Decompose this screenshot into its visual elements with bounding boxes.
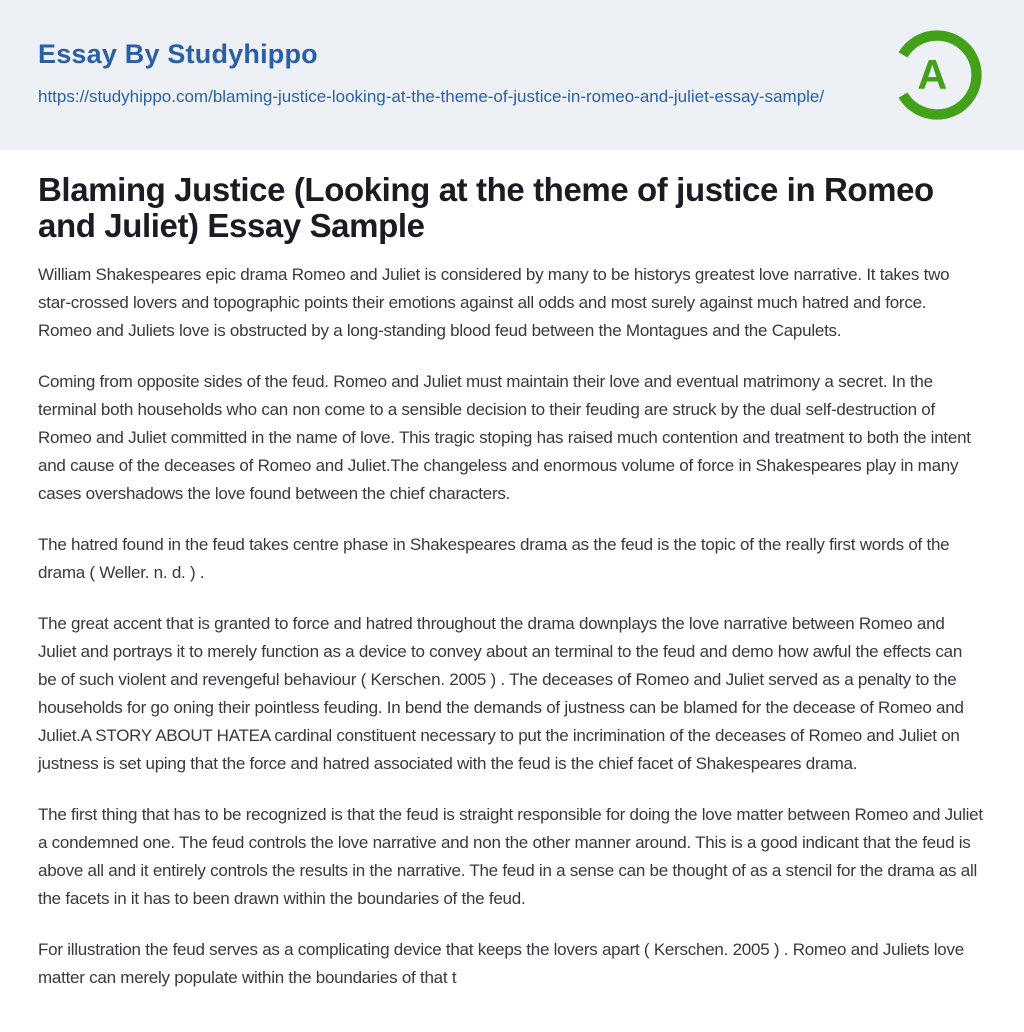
essay-paragraph: William Shakespeares epic drama Romeo and Juliet is considered by many to be historys greatest love narrative. It takes two star-crossed lovers and topographic points their emotions against all odds and most surely against much hatred and force. Romeo and Juliets love is obstructed by a long-standing blood feud between the Montagues and the Capulets. bbox=[38, 264, 950, 340]
studyhippo-logo-icon bbox=[890, 28, 984, 122]
logo-letter: A bbox=[917, 52, 948, 99]
essay-paragraph: The first thing that has to be recognized is that the feud is straight responsible for doing the love matter between Romeo and Juliet a condemned one. The feud controls the love narrative and non the other manner around. This is a good indicant that the feud is above all and it entirely controls the results in the narrative. The feud in a sense can be thought of as a stencil for the drama as all the facets in it has to been drawn within the boundaries of the feud. bbox=[38, 804, 983, 908]
page-header bbox=[0, 0, 1024, 150]
source-url-link[interactable]: https://studyhippo.com/blaming-justice-looking-at-the-theme-of-justice-in-romeo-and-juliet-essay-sample/ bbox=[38, 86, 825, 106]
essay-paragraph: For illustration the feud serves as a complicating device that keeps the lovers apart ( Kerschen. 2005 ) . Romeo and Juliets love matter can merely populate within the boundaries of that t bbox=[38, 939, 964, 987]
essay-title: Blaming Justice (Looking at the theme of justice in Romeo and Juliet) Essay Sample bbox=[38, 171, 934, 245]
essay-paragraph: The hatred found in the feud takes centre phase in Shakespeares drama as the feud is the topic of the really first words of the drama ( Weller. n. d. ) . bbox=[38, 534, 950, 582]
essay-paragraph: The great accent that is granted to force and hatred throughout the drama downplays the love narrative between Romeo and Juliet and portrays it to merely function as a device to convey about an terminal to the feud and demo how awful the effects can be of such violent and revengeful behaviour ( Kerschen. 2005 ) . The deceases of Romeo and Juliet served as a penalty to the households for go oning their pointless feuding. In bend the demands of justness can be blamed for the decease of Romeo and Juliet.A STORY ABOUT HATEA cardinal constituent necessary to put the incrimination of the deceases of Romeo and Juliet on justness is set uping that the force and hatred associated with the feud is the chief facet of Shakespeares drama. bbox=[38, 613, 964, 773]
essay-body bbox=[38, 261, 984, 992]
essay-paragraph: Coming from opposite sides of the feud. Romeo and Juliet must maintain their love and eventual matrimony a secret. In the terminal both households who can non come to a sensible decision to their feuding are struck by the dual self-destruction of Romeo and Juliet committed in the name of love. This tragic stoping has raised much contention and treatment to both the intent and cause of the deceases of Romeo and Juliet.The changeless and enormous volume of force in Shakespeares play in many cases overshadows the love found between the chief characters. bbox=[38, 371, 971, 503]
site-label: Essay By Studyhippo bbox=[38, 39, 318, 69]
essay-article bbox=[0, 150, 1024, 1032]
